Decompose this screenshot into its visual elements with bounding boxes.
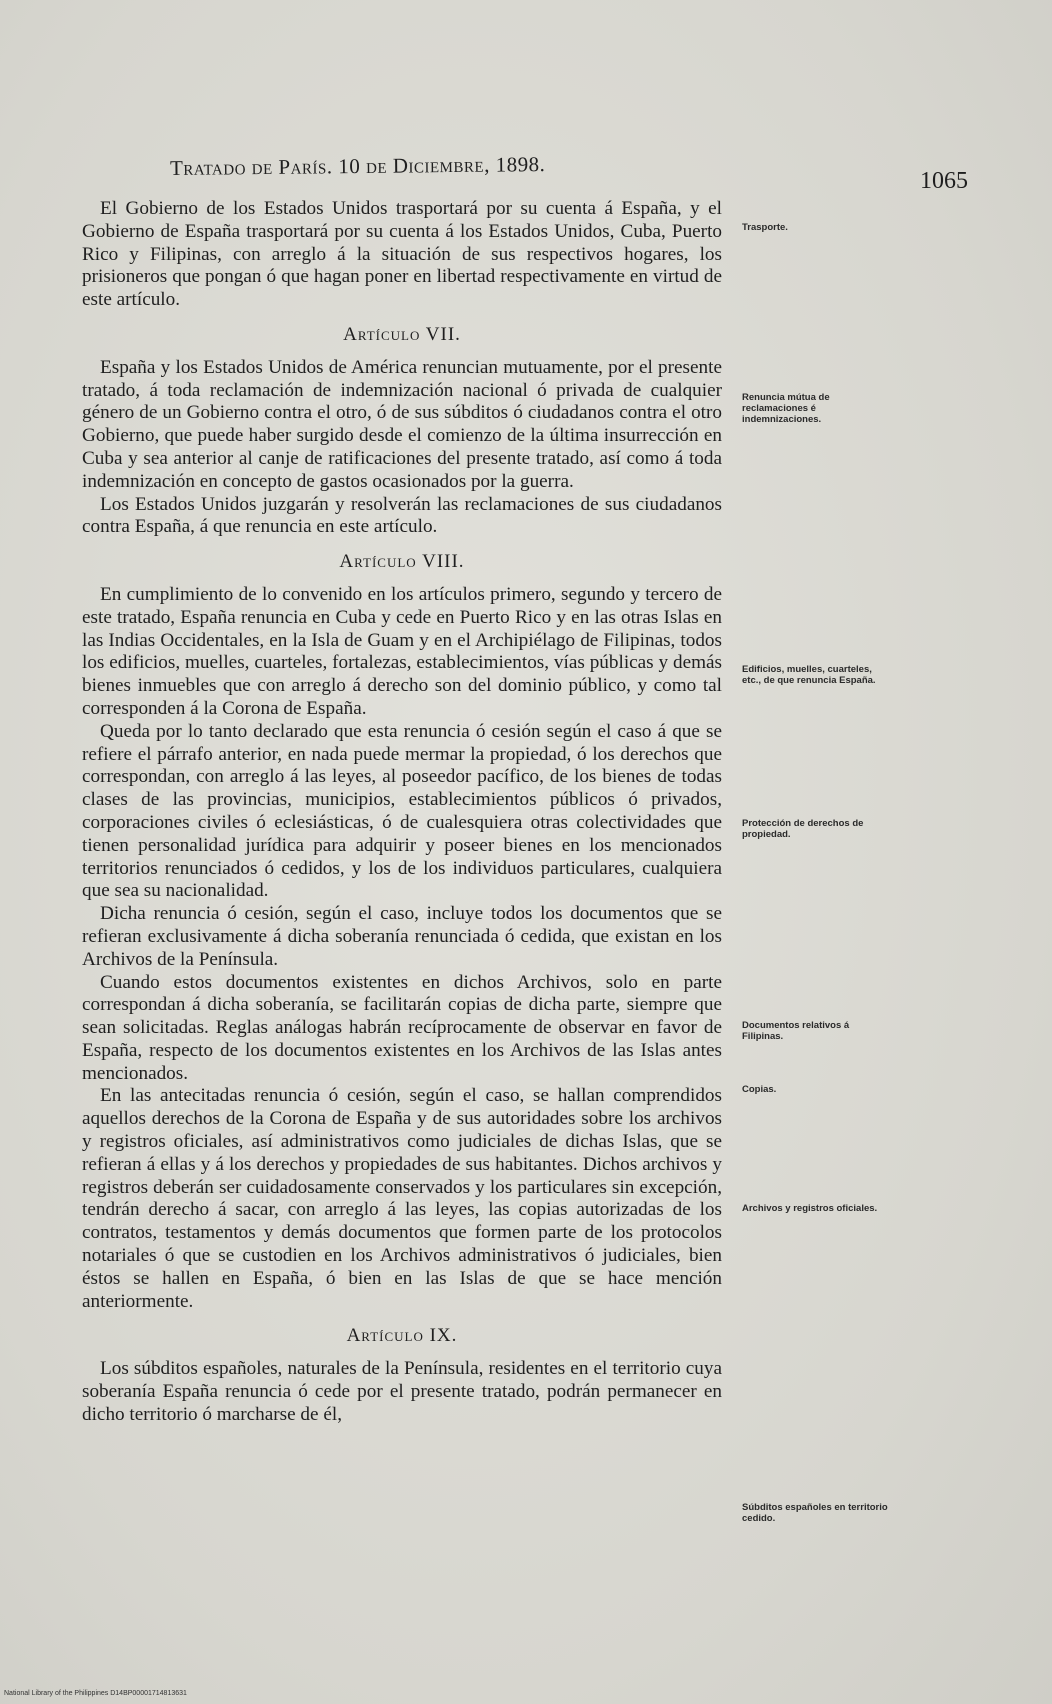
margin-note-copias: Copias. <box>742 1084 777 1095</box>
article-7-paragraph-1: España y los Estados Unidos de América renuncian mutuamente, por el presente tratado, á toda reclamación de indemnización nacional ó privada de cualquier género de un Gobierno contra el otro, ó de sus súbditos ó ciudadanos contra el otro Gobierno, que puede haber surgido desde el comienzo de la última insurrección en Cuba y sea anterior al canje de ratificaciones del presente tratado, así como á toda indemnización en concepto de gastos ocasionados por la guerra. <box>82 356 722 492</box>
article-9-paragraph-1: Los súbditos españoles, naturales de la Península, residentes en el territorio cuya soberanía España renuncia ó cede por el presente tratado, podrán permanecer en dicho territorio ó marcharse de él, <box>82 1358 722 1425</box>
paragraph-transport: El Gobierno de los Estados Unidos trasportará por su cuenta á España, y el Gobierno de España trasportará por su cuenta á los Estados Unidos, Cuba, Puerto Rico y Filipinas, con arreglo á la situación de sus respectivos hogares, los prisioneros que pongan ó que hagan poner en libertad respectivamente en virtud de este artículo. <box>82 198 722 311</box>
margin-note-documentos: Documentos relativos á Filipinas. <box>742 1020 850 1042</box>
article-8-paragraph-2: Queda por lo tanto declarado que esta renuncia ó cesión según el caso á que se refiere el párrafo anterior, en nada puede mermar la propiedad, ó los derechos que correspondan, con arreglo á las leyes, al poseedor pacífico, de los bienes de todas clases de las provincias, municipios, establecimientos públicos ó privados, corporaciones civiles ó eclesiásticas, ó de cualesquiera otras colectividades que tienen personalidad jurídica para adquirir y poseer bienes en los mencionados territorios renunciados ó cedidos, y los de los individuos particulares, cualquiera que sea su nacionalidad. <box>82 720 722 902</box>
article-8-paragraph-3: Dicha renuncia ó cesión, según el caso, incluye todos los documentos que se refieran exclusivamente á dicha soberanía renunciada ó cedida, que existan en los Archivos de la Península. <box>82 903 722 970</box>
margin-note-archivos: Archivos y registros oficiales. <box>742 1203 878 1214</box>
article-8-paragraph-4: Cuando estos documentos existentes en dichos Archivos, solo en parte correspondan á dicha soberanía, se facilitarán copias de dicha parte, siempre que sean solicitadas. Reglas análogas habrán recíprocamente de observar en favor de España, respecto de los documentos existentes en los Archivos de las Islas antes mencionados. <box>82 971 722 1084</box>
body-text <box>82 198 722 1427</box>
margin-note-proteccion: Protección de derechos de propiedad. <box>742 818 864 840</box>
article-7-heading: Artículo VII. <box>343 323 461 345</box>
margin-note-subditos: Súbditos españoles en territorio cedido. <box>742 1502 888 1524</box>
margin-note-renuncia: Renuncia mútua de reclamaciones é indemnizaciones. <box>742 392 830 425</box>
article-8-paragraph-1: En cumplimiento de lo convenido en los artículos primero, segundo y tercero de este tratado, España renuncia en Cuba y cede en Puerto Rico y en las otras Islas en las Indias Occidentales, en la Isla de Guam y en el Archipiélago de Filipinas, todos los edificios, muelles, cuarteles, fortalezas, establecimientos, vías públicas y demás bienes inmuebles que con arreglo á derecho son del dominio público, y como tal corresponden á la Corona de España. <box>82 583 722 719</box>
article-7-paragraph-2: Los Estados Unidos juzgarán y resolverán las reclamaciones de sus ciudadanos contra España, á que renuncia en este artículo. <box>82 493 722 538</box>
page-number: 1065 <box>920 168 968 194</box>
footer-credit: National Library of the Philippines D14BP00001714813631 <box>4 1690 187 1697</box>
article-8-heading: Artículo VIII. <box>339 551 465 573</box>
article-9-heading: Artículo IX. <box>346 1325 458 1347</box>
running-head: Tratado de París. 10 de Diciembre, 1898. <box>169 152 546 180</box>
article-8-paragraph-5: En las antecitadas renuncia ó cesión, según el caso, se hallan comprendidos aquellos derechos de la Corona de España y de sus autoridades sobre los archivos y registros oficiales, así administrativos como judiciales de dichas Islas, que se refieran á ellas y á los derechos y propiedades de sus habitantes. Dichos archivos y registros deberán ser cuidadosamente conservados y los particulares sin excepción, tendrán derecho á sacar, con arreglo á las leyes, las copias autorizadas de los contratos, testamentos y demás documentos que formen parte de los protocolos notariales ó que se custodien en los Archivos administrativos ó judiciales, bien éstos se hallen en España, ó bien en las Islas de que se hace mención anteriormente. <box>82 1085 722 1312</box>
margin-note-edificios: Edificios, muelles, cuarteles, etc., de que renuncia España. <box>742 664 876 686</box>
margin-note-transporte: Trasporte. <box>742 222 788 233</box>
